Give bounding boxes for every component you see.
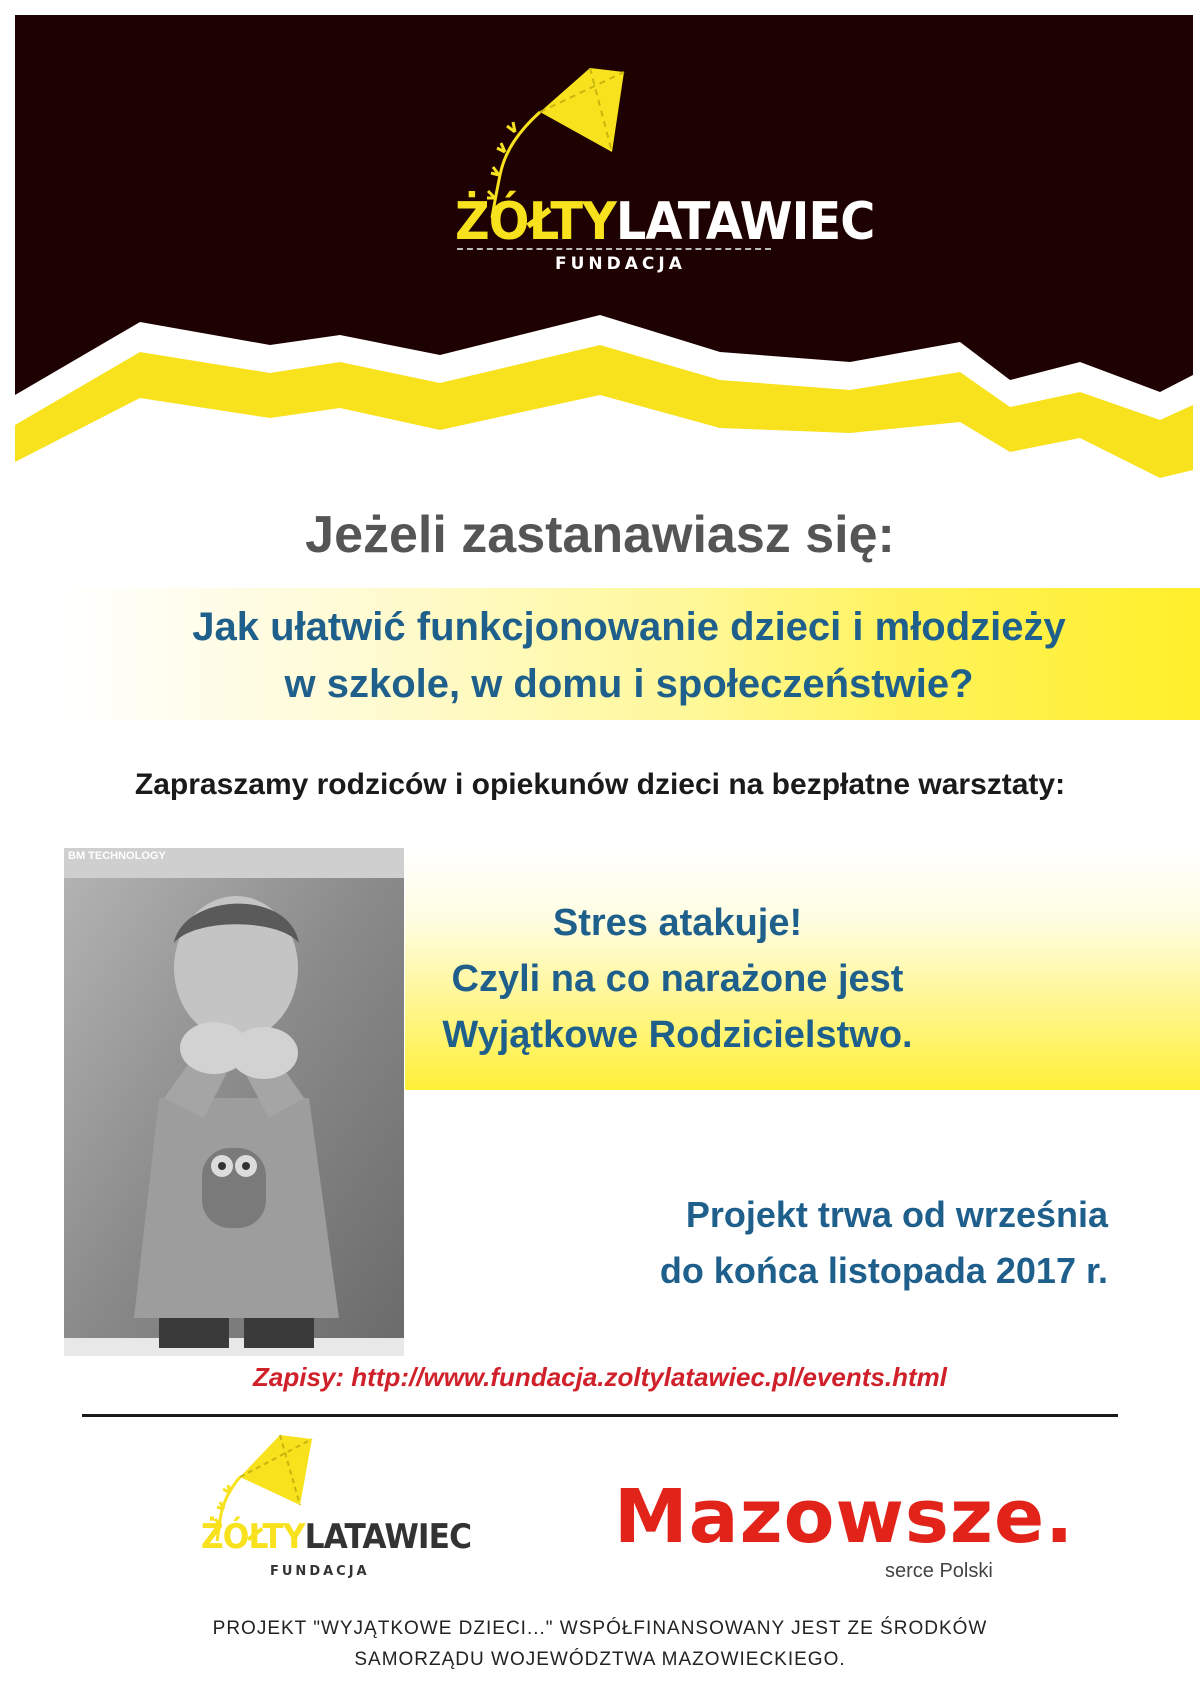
question-text [58, 599, 1200, 713]
project-duration [560, 1187, 1108, 1299]
funding-line-1: PROJEKT "WYJĄTKOWE DZIECI..." WSPÓŁFINANSOWANY JEST ZE ŚRODKÓW [212, 1618, 988, 1639]
workshop-title [405, 895, 950, 1063]
footer-logo-title [201, 1517, 471, 1557]
funding-note [0, 1613, 1200, 1675]
funding-line-2: SAMORZĄDU WOJEWÓDZTWA MAZOWIECKIEGO. [354, 1649, 846, 1670]
page-headline: Jeżeli zastanawiasz się: [305, 506, 895, 564]
footer-logo-subtitle: FUNDACJA [270, 1564, 370, 1579]
logo-subtitle: FUNDACJA [555, 254, 686, 274]
photo-watermark: BM TECHNOLOGY [68, 850, 166, 862]
mazowsze-tagline: serce Polski [885, 1560, 993, 1582]
question-line-1: Jak ułatwić funkcjonowanie dzieci i młodzieży [192, 605, 1066, 649]
logo-title [455, 192, 874, 252]
duration-line-1: Projekt trwa od września [685, 1194, 1108, 1235]
invitation-text: Zapraszamy rodziców i opiekunów dzieci na bezpłatne warsztaty: [134, 768, 1066, 801]
logo-title-white: LATAWIEC [615, 192, 875, 252]
divider-line [82, 1414, 1118, 1417]
question-line-2: w szkole, w domu i społeczeństwie? [284, 662, 974, 706]
child-photo [64, 848, 404, 1356]
mazowsze-logo: Mazowsze. [614, 1474, 1075, 1560]
logo-dashed-line [457, 248, 771, 250]
logo-title-yellow: ŻÓŁTY [455, 192, 616, 252]
workshop-line-1: Stres atakuje! [552, 902, 803, 944]
workshop-line-3: Wyjątkowe Rodzicielstwo. [442, 1014, 913, 1056]
footer-logo-title-yellow: ŻÓŁTY [201, 1517, 305, 1557]
signup-link[interactable]: Zapisy: http://www.fundacja.zoltylatawiec.pl/events.html [253, 1362, 947, 1392]
workshop-line-2: Czyli na co narażone jest [451, 958, 904, 1000]
duration-line-2: do końca listopada 2017 r. [659, 1250, 1108, 1291]
footer-logo-title-dark: LATAWIEC [304, 1517, 472, 1557]
